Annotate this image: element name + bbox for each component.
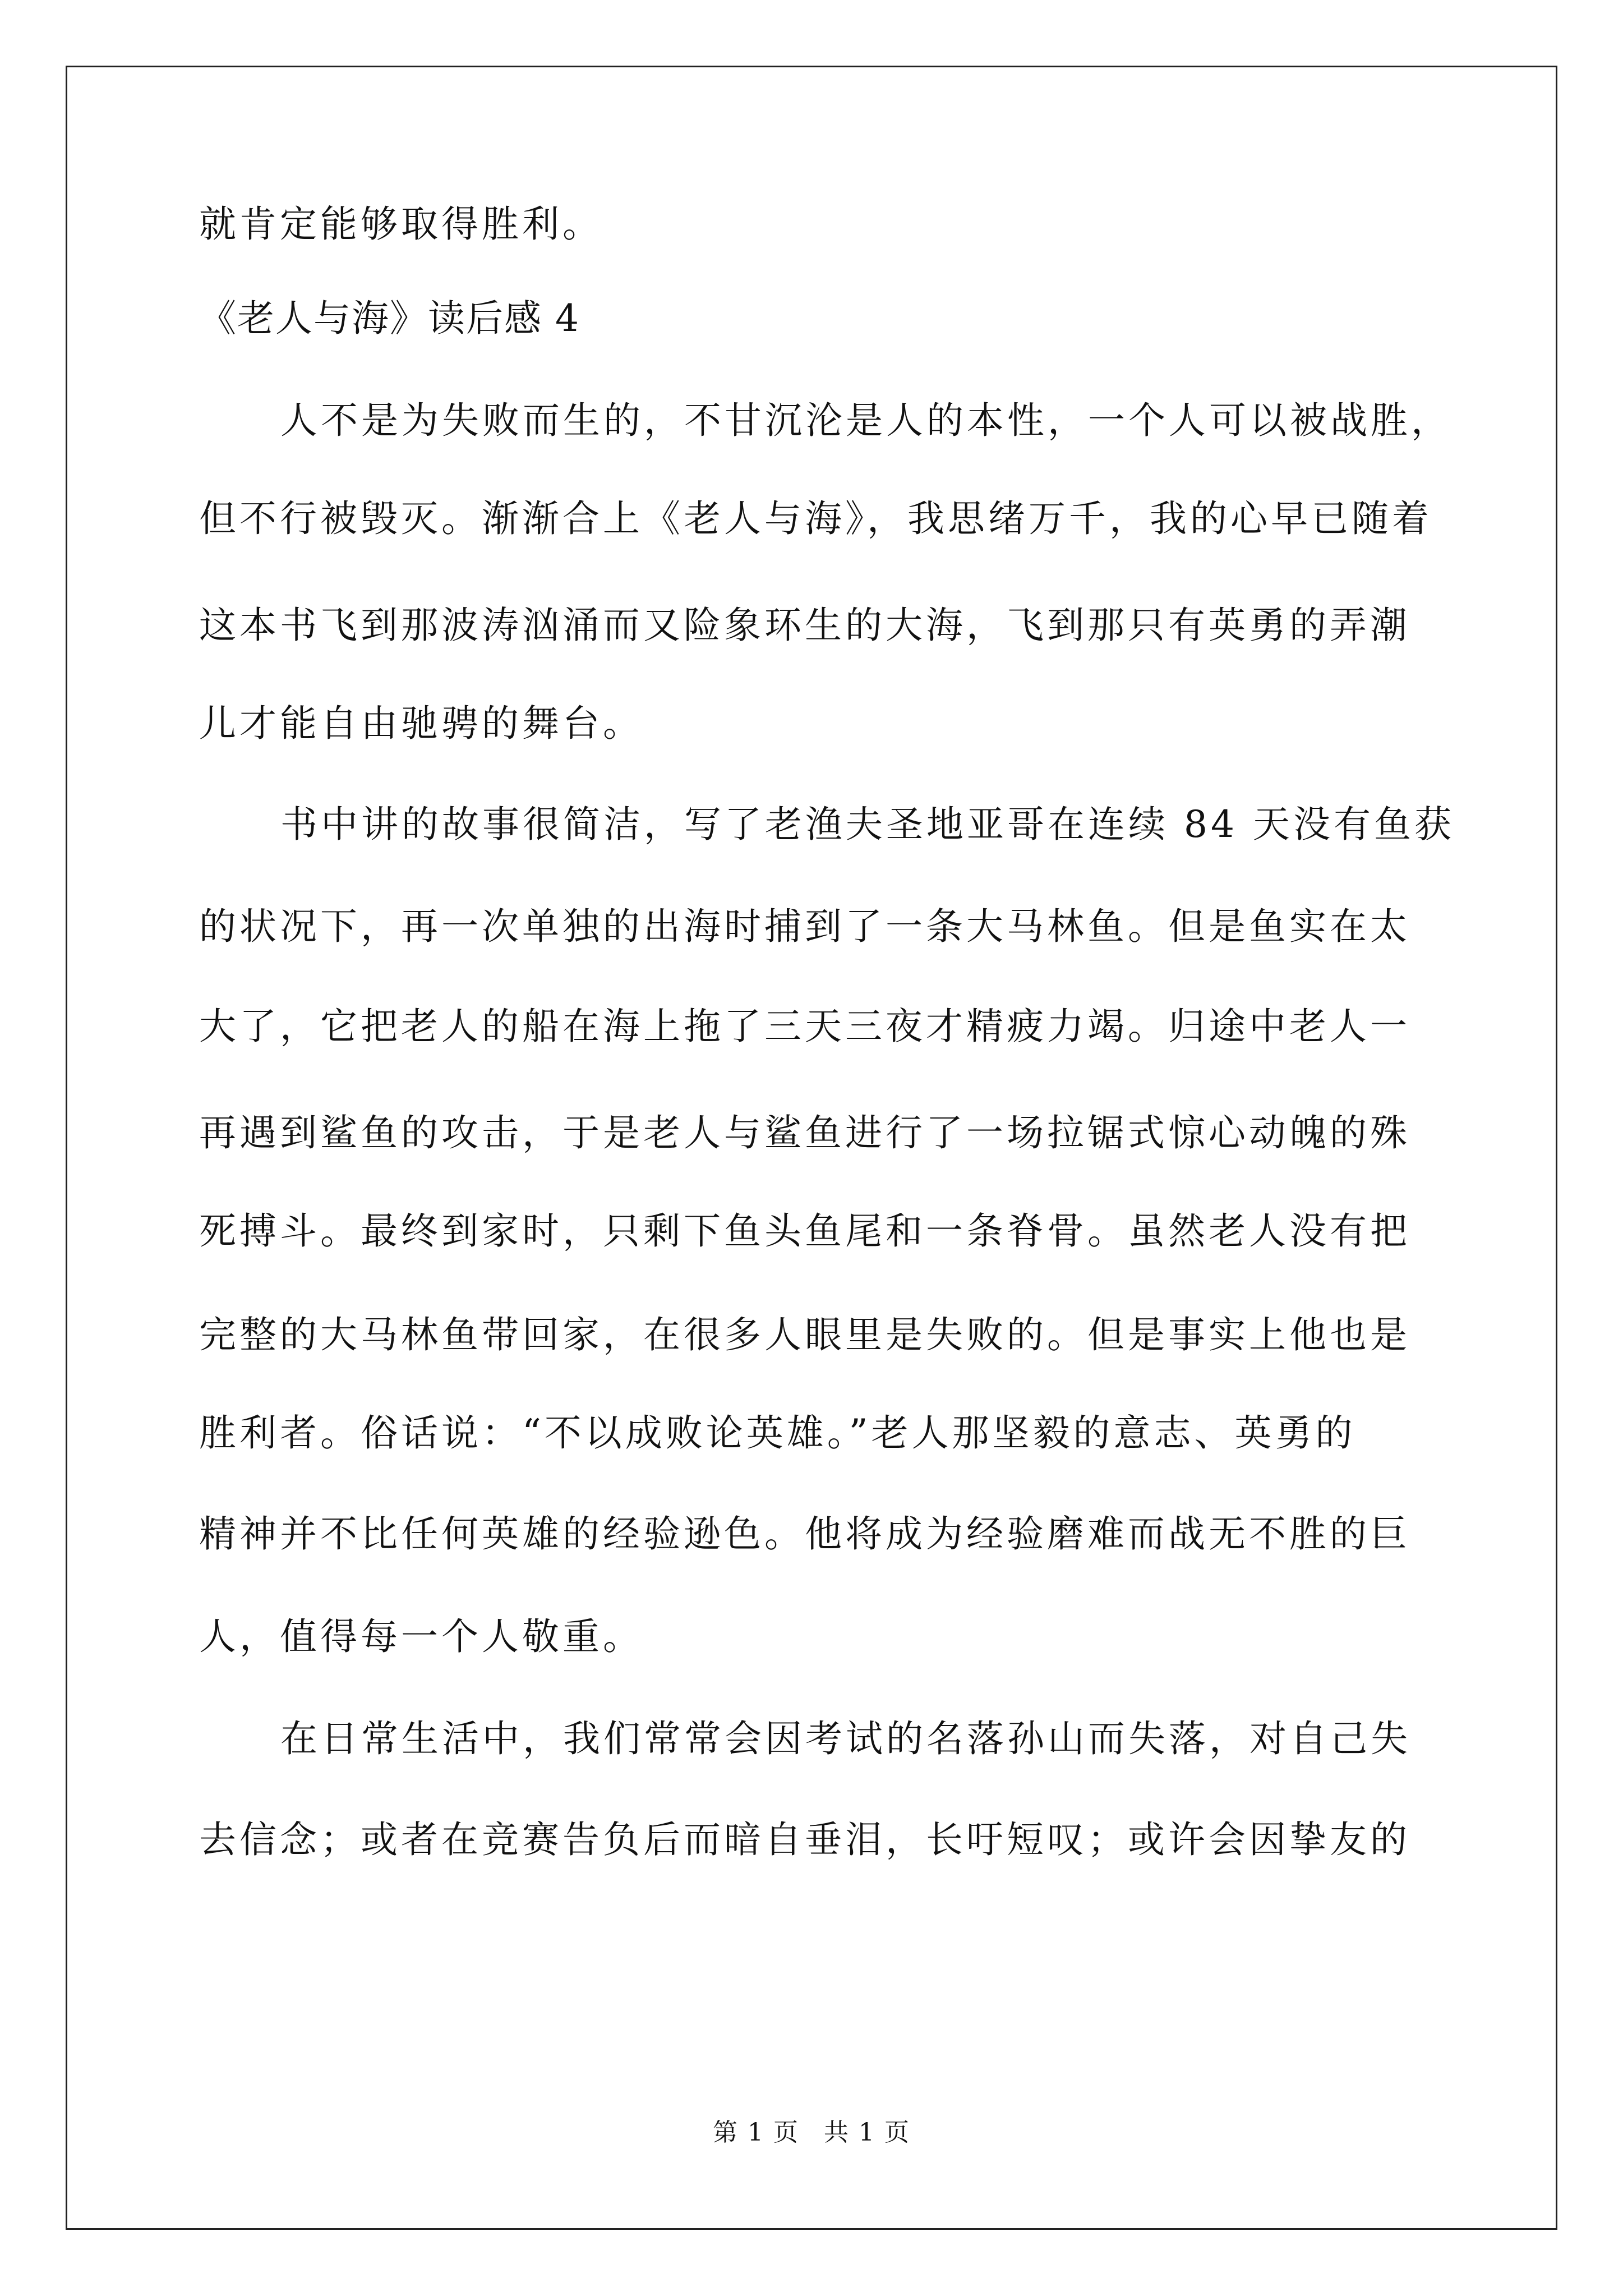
page-number: 第 1 页 (713, 2118, 799, 2147)
text-line: 人，值得每一个人敬重。 (199, 1615, 643, 1658)
text-line: 儿才能自由驰骋的舞台。 (199, 702, 643, 745)
text-line: 大了，它把老人的船在海上拖了三天三夜才精疲力竭。归途中老人一 (199, 1005, 1410, 1048)
text-line: 去信念；或者在竞赛告负后而暗自垂泪，长吁短叹；或许会因挚友的 (199, 1818, 1410, 1861)
page-footer (0, 2117, 1623, 2148)
text-line: 再遇到鲨鱼的攻击，于是老人与鲨鱼进行了一场拉锯式惊心动魄的殊 (199, 1111, 1410, 1154)
text-line: 就肯定能够取得胜利。 (199, 203, 603, 246)
text-line: 在日常生活中，我们常常会因考试的名落孙山而失落，对自己失 (280, 1717, 1411, 1760)
text-line: 胜利者。俗话说：“不以成败论英雄。”老人那坚毅的意志、英勇的 (199, 1411, 1356, 1455)
text-line: 这本书飞到那波涛汹涌而又险象环生的大海，飞到那只有英勇的弄潮 (199, 604, 1410, 647)
section-heading: 《老人与海》读后感 4 (199, 297, 580, 340)
text-line: 死搏斗。最终到家时，只剩下鱼头鱼尾和一条脊骨。虽然老人没有把 (199, 1209, 1410, 1253)
text-line: 书中讲的故事很简洁，写了老渔夫圣地亚哥在连续 84 天没有鱼获 (280, 803, 1455, 846)
text-line: 但不行被毁灭。渐渐合上《老人与海》，我思绪万千，我的心早已随着 (199, 497, 1432, 540)
text-line: 完整的大马林鱼带回家，在很多人眼里是失败的。但是事实上他也是 (199, 1313, 1410, 1356)
text-line: 的状况下，再一次单独的出海时捕到了一条大马林鱼。但是鱼实在太 (199, 905, 1410, 948)
text-line: 人不是为失败而生的，不甘沉沦是人的本性，一个人可以被战胜， (280, 399, 1451, 442)
page-total: 共 1 页 (824, 2118, 910, 2147)
text-line: 精神并不比任何英雄的经验逊色。他将成为经验磨难而战无不胜的巨 (199, 1512, 1410, 1556)
